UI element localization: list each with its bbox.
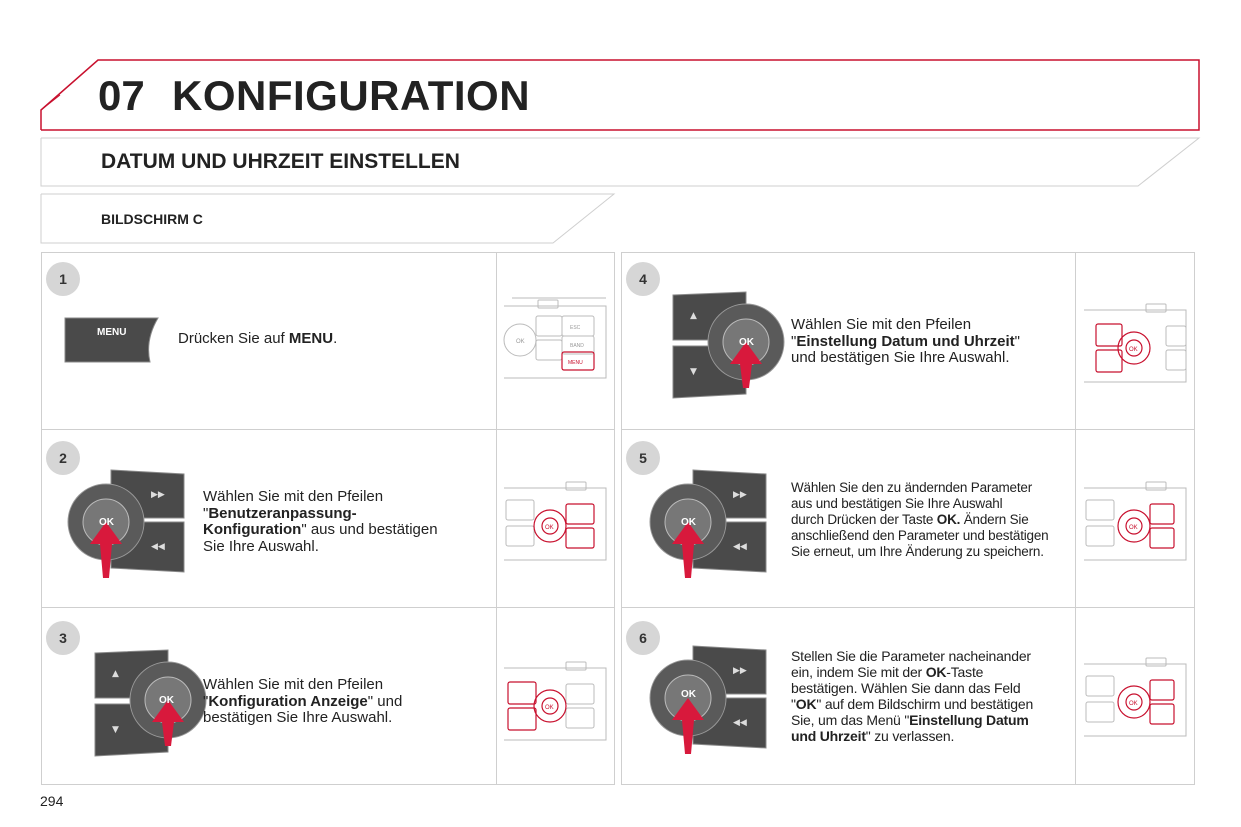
step-number-badge: 5 <box>626 441 660 475</box>
svg-text:▶▶: ▶▶ <box>733 666 747 676</box>
ok-updown-illustration <box>668 290 778 400</box>
screen-label: BILDSCHIRM C <box>101 211 203 227</box>
svg-text:▲: ▲ <box>112 669 119 679</box>
step-3-text: Wählen Sie mit den Pfeilen "Konfiguration Anzeige" und bestätigen Sie Ihre Auswahl. <box>203 676 403 726</box>
section-title: DATUM UND UHRZEIT EINSTELLEN <box>101 150 460 173</box>
chapter-number: 07 <box>98 72 145 119</box>
radio-ok-label: OK <box>545 525 554 531</box>
page-number: 294 <box>40 793 64 809</box>
radio-ok-label: OK <box>1129 701 1138 707</box>
step-4-text: Wählen Sie mit den Pfeilen "Einstellung Datum und Uhrzeit" und bestätigen Sie Ihre Auswahl. <box>791 316 1020 366</box>
ok-button-label: OK <box>99 517 114 528</box>
step-number-badge: 2 <box>46 441 80 475</box>
menu-button-label: MENU <box>97 327 127 338</box>
radio-menu-label: MENU <box>568 360 583 366</box>
ok-button-label: OK <box>681 517 696 528</box>
step-2-text: Wählen Sie mit den Pfeilen "Benutzeranpassung- Konfiguration" aus und bestätigen Sie Ihre Auswahl. <box>203 488 438 555</box>
radio-panel-illustration <box>502 296 610 384</box>
svg-text:▶▶: ▶▶ <box>733 490 747 500</box>
radio-panel-illustration <box>1082 300 1190 388</box>
row-divider <box>41 429 615 430</box>
step-number-badge: 3 <box>46 621 80 655</box>
radio-panel-illustration <box>1082 478 1190 566</box>
step-number-badge: 1 <box>46 262 80 296</box>
radio-ok-label: OK <box>545 705 554 711</box>
row-divider <box>41 607 615 608</box>
radio-band-label: BAND <box>570 343 584 349</box>
svg-text:▼: ▼ <box>112 725 119 735</box>
ok-button-label: OK <box>159 695 174 706</box>
radio-ok-label: OK <box>1129 347 1138 353</box>
radio-ok-label: OK <box>516 339 525 345</box>
svg-text:◀◀: ◀◀ <box>733 542 747 552</box>
row-divider <box>621 429 1195 430</box>
radio-ok-label: OK <box>1129 525 1138 531</box>
ok-updown-illustration <box>90 648 200 758</box>
svg-text:▶▶: ▶▶ <box>151 490 165 500</box>
svg-text:◀◀: ◀◀ <box>151 542 165 552</box>
panel-divider <box>496 252 497 785</box>
svg-text:▼: ▼ <box>690 367 697 377</box>
ok-seek-illustration <box>648 468 773 578</box>
panel-divider <box>1075 252 1076 785</box>
radio-esc-label: ESC <box>570 325 581 331</box>
step-5-text: Wählen Sie den zu ändernden Parameter aus und bestätigen Sie Ihre Auswahl durch Drücken der Taste OK. Ändern Sie anschließend den Parameter und bestätigen Sie erneut, um Ihre Änderung zu speichern. <box>791 480 1049 559</box>
radio-panel-illustration <box>502 658 610 746</box>
radio-panel-illustration <box>502 478 610 566</box>
step-number-badge: 6 <box>626 621 660 655</box>
step-1-text: Drücken Sie auf MENU. <box>178 330 338 347</box>
step-number-badge: 4 <box>626 262 660 296</box>
ok-button-label: OK <box>681 689 696 700</box>
svg-text:◀◀: ◀◀ <box>733 718 747 728</box>
ok-button-label: OK <box>739 337 754 348</box>
ok-seek-illustration <box>66 468 191 578</box>
ok-seek-illustration <box>648 644 773 754</box>
svg-text:▲: ▲ <box>690 311 697 321</box>
step-6-text: Stellen Sie die Parameter nacheinander ein, indem Sie mit der OK-Taste bestätigen. Wählen Sie dann das Feld "OK" auf dem Bildschirm und bestätigen Sie, um das Menü "Einstellung Datum und Uhrzeit" zu verlassen. <box>791 648 1034 744</box>
radio-panel-illustration <box>1082 654 1190 742</box>
chapter-title: KONFIGURATION <box>172 72 531 119</box>
row-divider <box>621 607 1195 608</box>
